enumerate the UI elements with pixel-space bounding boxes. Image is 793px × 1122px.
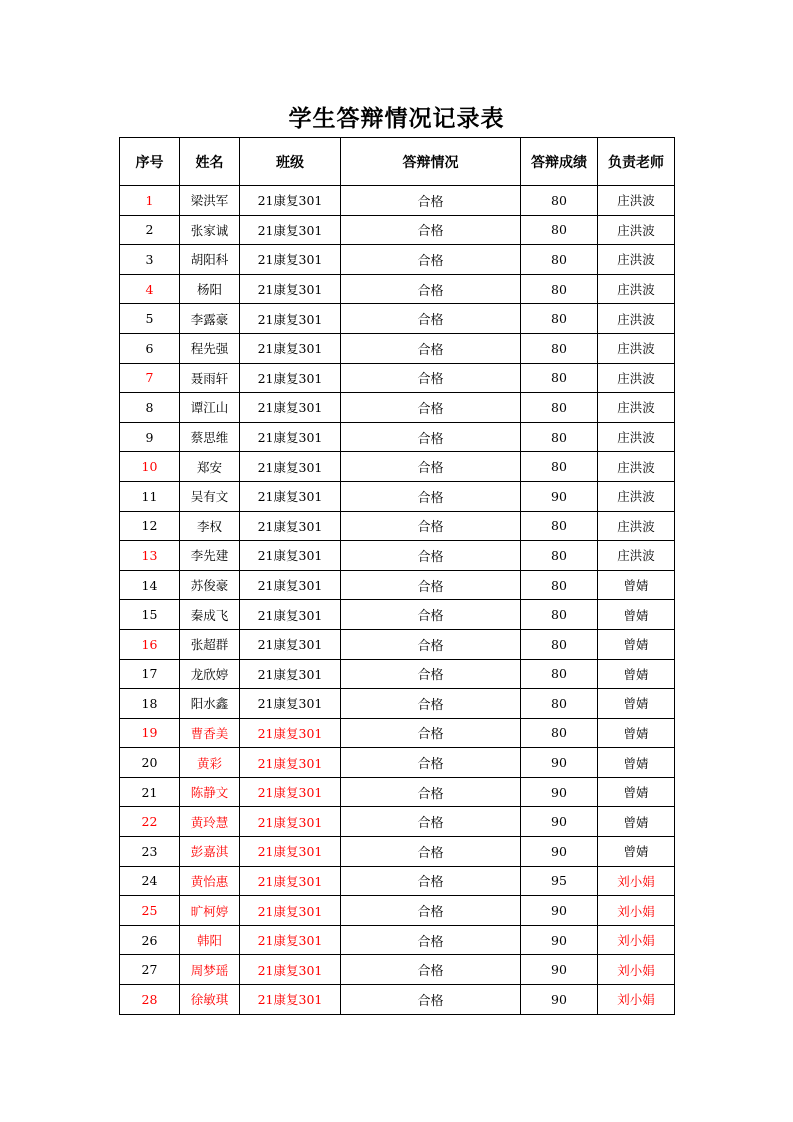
table-row <box>120 186 675 216</box>
cell-class: 21康复301 <box>240 896 341 926</box>
cell-result: 合格 <box>341 333 521 363</box>
cell-no: 25 <box>120 896 180 926</box>
cell-score: 90 <box>521 777 598 807</box>
cell-no: 8 <box>120 393 180 423</box>
table-row <box>120 659 675 689</box>
cell-score: 90 <box>521 925 598 955</box>
table-row <box>120 955 675 985</box>
cell-score: 80 <box>521 689 598 719</box>
cell-no: 12 <box>120 511 180 541</box>
cell-score: 90 <box>521 807 598 837</box>
cell-no: 22 <box>120 807 180 837</box>
cell-class: 21康复301 <box>240 837 341 867</box>
cell-score: 80 <box>521 629 598 659</box>
table-row <box>120 629 675 659</box>
record-table <box>119 137 675 1015</box>
cell-score: 80 <box>521 718 598 748</box>
cell-result: 合格 <box>341 600 521 630</box>
cell-class: 21康复301 <box>240 452 341 482</box>
cell-name: 李露豪 <box>180 304 240 334</box>
cell-class: 21康复301 <box>240 393 341 423</box>
cell-score: 90 <box>521 748 598 778</box>
cell-no: 6 <box>120 333 180 363</box>
cell-name: 张家诚 <box>180 215 240 245</box>
cell-class: 21康复301 <box>240 777 341 807</box>
cell-class: 21康复301 <box>240 570 341 600</box>
header-name: 姓名 <box>180 138 240 186</box>
cell-result: 合格 <box>341 393 521 423</box>
cell-result: 合格 <box>341 925 521 955</box>
cell-name: 郑安 <box>180 452 240 482</box>
header-result: 答辩情况 <box>341 138 521 186</box>
cell-score: 90 <box>521 955 598 985</box>
cell-name: 黄怡惠 <box>180 866 240 896</box>
cell-score: 90 <box>521 837 598 867</box>
table-row <box>120 511 675 541</box>
cell-class: 21康复301 <box>240 274 341 304</box>
cell-no: 21 <box>120 777 180 807</box>
cell-no: 16 <box>120 629 180 659</box>
cell-class: 21康复301 <box>240 807 341 837</box>
cell-score: 80 <box>521 452 598 482</box>
cell-no: 2 <box>120 215 180 245</box>
cell-class: 21康复301 <box>240 511 341 541</box>
cell-score: 80 <box>521 541 598 571</box>
cell-no: 9 <box>120 422 180 452</box>
cell-teacher: 曾婧 <box>598 718 675 748</box>
cell-class: 21康复301 <box>240 245 341 275</box>
cell-no: 10 <box>120 452 180 482</box>
cell-teacher: 庄洪波 <box>598 511 675 541</box>
cell-class: 21康复301 <box>240 363 341 393</box>
cell-teacher: 曾婧 <box>598 748 675 778</box>
cell-class: 21康复301 <box>240 689 341 719</box>
cell-result: 合格 <box>341 570 521 600</box>
cell-teacher: 曾婧 <box>598 837 675 867</box>
cell-name: 黄彩 <box>180 748 240 778</box>
cell-teacher: 刘小娟 <box>598 896 675 926</box>
table-row <box>120 393 675 423</box>
cell-no: 28 <box>120 985 180 1015</box>
cell-teacher: 曾婧 <box>598 629 675 659</box>
table-row <box>120 452 675 482</box>
cell-name: 徐敏琪 <box>180 985 240 1015</box>
cell-teacher: 庄洪波 <box>598 481 675 511</box>
cell-result: 合格 <box>341 689 521 719</box>
cell-no: 27 <box>120 955 180 985</box>
cell-name: 韩阳 <box>180 925 240 955</box>
cell-result: 合格 <box>341 452 521 482</box>
cell-result: 合格 <box>341 748 521 778</box>
table-row <box>120 363 675 393</box>
cell-result: 合格 <box>341 215 521 245</box>
table-row <box>120 481 675 511</box>
cell-name: 阳水鑫 <box>180 689 240 719</box>
cell-no: 20 <box>120 748 180 778</box>
cell-teacher: 刘小娟 <box>598 925 675 955</box>
cell-result: 合格 <box>341 807 521 837</box>
cell-teacher: 刘小娟 <box>598 985 675 1015</box>
cell-no: 4 <box>120 274 180 304</box>
cell-class: 21康复301 <box>240 718 341 748</box>
table-row <box>120 985 675 1015</box>
cell-class: 21康复301 <box>240 659 341 689</box>
table-row <box>120 925 675 955</box>
cell-class: 21康复301 <box>240 541 341 571</box>
cell-no: 5 <box>120 304 180 334</box>
cell-score: 80 <box>521 570 598 600</box>
cell-no: 14 <box>120 570 180 600</box>
table-row <box>120 777 675 807</box>
cell-name: 聂雨轩 <box>180 363 240 393</box>
cell-no: 3 <box>120 245 180 275</box>
cell-teacher: 庄洪波 <box>598 186 675 216</box>
cell-score: 80 <box>521 659 598 689</box>
cell-name: 李先建 <box>180 541 240 571</box>
cell-no: 15 <box>120 600 180 630</box>
cell-no: 13 <box>120 541 180 571</box>
cell-name: 杨阳 <box>180 274 240 304</box>
cell-teacher: 庄洪波 <box>598 215 675 245</box>
cell-score: 80 <box>521 186 598 216</box>
table-row <box>120 689 675 719</box>
cell-name: 蔡思维 <box>180 422 240 452</box>
cell-score: 80 <box>521 333 598 363</box>
header-no: 序号 <box>120 138 180 186</box>
cell-teacher: 庄洪波 <box>598 452 675 482</box>
cell-result: 合格 <box>341 718 521 748</box>
cell-score: 90 <box>521 481 598 511</box>
cell-no: 1 <box>120 186 180 216</box>
table-row <box>120 541 675 571</box>
cell-teacher: 刘小娟 <box>598 866 675 896</box>
cell-teacher: 庄洪波 <box>598 274 675 304</box>
cell-teacher: 刘小娟 <box>598 955 675 985</box>
cell-result: 合格 <box>341 304 521 334</box>
cell-result: 合格 <box>341 245 521 275</box>
cell-result: 合格 <box>341 777 521 807</box>
table-row <box>120 333 675 363</box>
cell-score: 80 <box>521 422 598 452</box>
table-row <box>120 896 675 926</box>
table-row <box>120 866 675 896</box>
cell-score: 90 <box>521 985 598 1015</box>
cell-teacher: 庄洪波 <box>598 245 675 275</box>
cell-teacher: 庄洪波 <box>598 422 675 452</box>
cell-teacher: 曾婧 <box>598 600 675 630</box>
cell-result: 合格 <box>341 186 521 216</box>
cell-result: 合格 <box>341 659 521 689</box>
cell-score: 80 <box>521 600 598 630</box>
cell-name: 周梦瑶 <box>180 955 240 985</box>
cell-result: 合格 <box>341 274 521 304</box>
cell-name: 谭江山 <box>180 393 240 423</box>
cell-name: 彭嘉淇 <box>180 837 240 867</box>
header-score: 答辩成绩 <box>521 138 598 186</box>
cell-teacher: 庄洪波 <box>598 363 675 393</box>
cell-class: 21康复301 <box>240 600 341 630</box>
cell-score: 80 <box>521 215 598 245</box>
table-body <box>120 186 675 1015</box>
table-row <box>120 304 675 334</box>
cell-no: 11 <box>120 481 180 511</box>
cell-name: 秦成飞 <box>180 600 240 630</box>
cell-class: 21康复301 <box>240 866 341 896</box>
cell-score: 95 <box>521 866 598 896</box>
table-row <box>120 215 675 245</box>
cell-no: 26 <box>120 925 180 955</box>
cell-no: 23 <box>120 837 180 867</box>
cell-teacher: 庄洪波 <box>598 541 675 571</box>
cell-name: 李权 <box>180 511 240 541</box>
cell-no: 24 <box>120 866 180 896</box>
cell-score: 90 <box>521 896 598 926</box>
cell-no: 7 <box>120 363 180 393</box>
cell-result: 合格 <box>341 866 521 896</box>
cell-teacher: 庄洪波 <box>598 333 675 363</box>
cell-result: 合格 <box>341 896 521 926</box>
cell-result: 合格 <box>341 985 521 1015</box>
cell-teacher: 庄洪波 <box>598 304 675 334</box>
page-title: 学生答辩情况记录表 <box>288 106 505 132</box>
table-row <box>120 718 675 748</box>
cell-teacher: 庄洪波 <box>598 393 675 423</box>
cell-no: 19 <box>120 718 180 748</box>
cell-name: 旷柯婷 <box>180 896 240 926</box>
cell-teacher: 曾婧 <box>598 777 675 807</box>
table-row <box>120 274 675 304</box>
table-row <box>120 748 675 778</box>
table-row <box>120 600 675 630</box>
cell-class: 21康复301 <box>240 215 341 245</box>
cell-class: 21康复301 <box>240 748 341 778</box>
cell-name: 苏俊豪 <box>180 570 240 600</box>
cell-class: 21康复301 <box>240 985 341 1015</box>
table-row <box>120 245 675 275</box>
cell-score: 80 <box>521 274 598 304</box>
cell-score: 80 <box>521 363 598 393</box>
cell-result: 合格 <box>341 541 521 571</box>
cell-no: 17 <box>120 659 180 689</box>
cell-name: 梁洪军 <box>180 186 240 216</box>
cell-name: 吴有文 <box>180 481 240 511</box>
cell-name: 龙欣婷 <box>180 659 240 689</box>
cell-class: 21康复301 <box>240 481 341 511</box>
cell-score: 80 <box>521 393 598 423</box>
cell-teacher: 曾婧 <box>598 807 675 837</box>
cell-teacher: 曾婧 <box>598 659 675 689</box>
header-row <box>120 138 675 186</box>
cell-class: 21康复301 <box>240 333 341 363</box>
cell-name: 曹香美 <box>180 718 240 748</box>
cell-class: 21康复301 <box>240 955 341 985</box>
cell-result: 合格 <box>341 629 521 659</box>
cell-teacher: 曾婧 <box>598 570 675 600</box>
table-row <box>120 570 675 600</box>
cell-class: 21康复301 <box>240 422 341 452</box>
cell-name: 张超群 <box>180 629 240 659</box>
cell-result: 合格 <box>341 363 521 393</box>
cell-result: 合格 <box>341 511 521 541</box>
header-class: 班级 <box>240 138 341 186</box>
table-row <box>120 807 675 837</box>
cell-name: 胡阳科 <box>180 245 240 275</box>
cell-score: 80 <box>521 304 598 334</box>
table-row <box>120 837 675 867</box>
cell-result: 合格 <box>341 955 521 985</box>
cell-score: 80 <box>521 511 598 541</box>
cell-class: 21康复301 <box>240 925 341 955</box>
cell-result: 合格 <box>341 481 521 511</box>
cell-no: 18 <box>120 689 180 719</box>
cell-class: 21康复301 <box>240 304 341 334</box>
header-teacher: 负责老师 <box>598 138 675 186</box>
table-row <box>120 422 675 452</box>
cell-name: 陈静文 <box>180 777 240 807</box>
cell-class: 21康复301 <box>240 186 341 216</box>
cell-result: 合格 <box>341 422 521 452</box>
cell-class: 21康复301 <box>240 629 341 659</box>
cell-score: 80 <box>521 245 598 275</box>
cell-result: 合格 <box>341 837 521 867</box>
cell-teacher: 曾婧 <box>598 689 675 719</box>
cell-name: 黄玲慧 <box>180 807 240 837</box>
cell-name: 程先强 <box>180 333 240 363</box>
